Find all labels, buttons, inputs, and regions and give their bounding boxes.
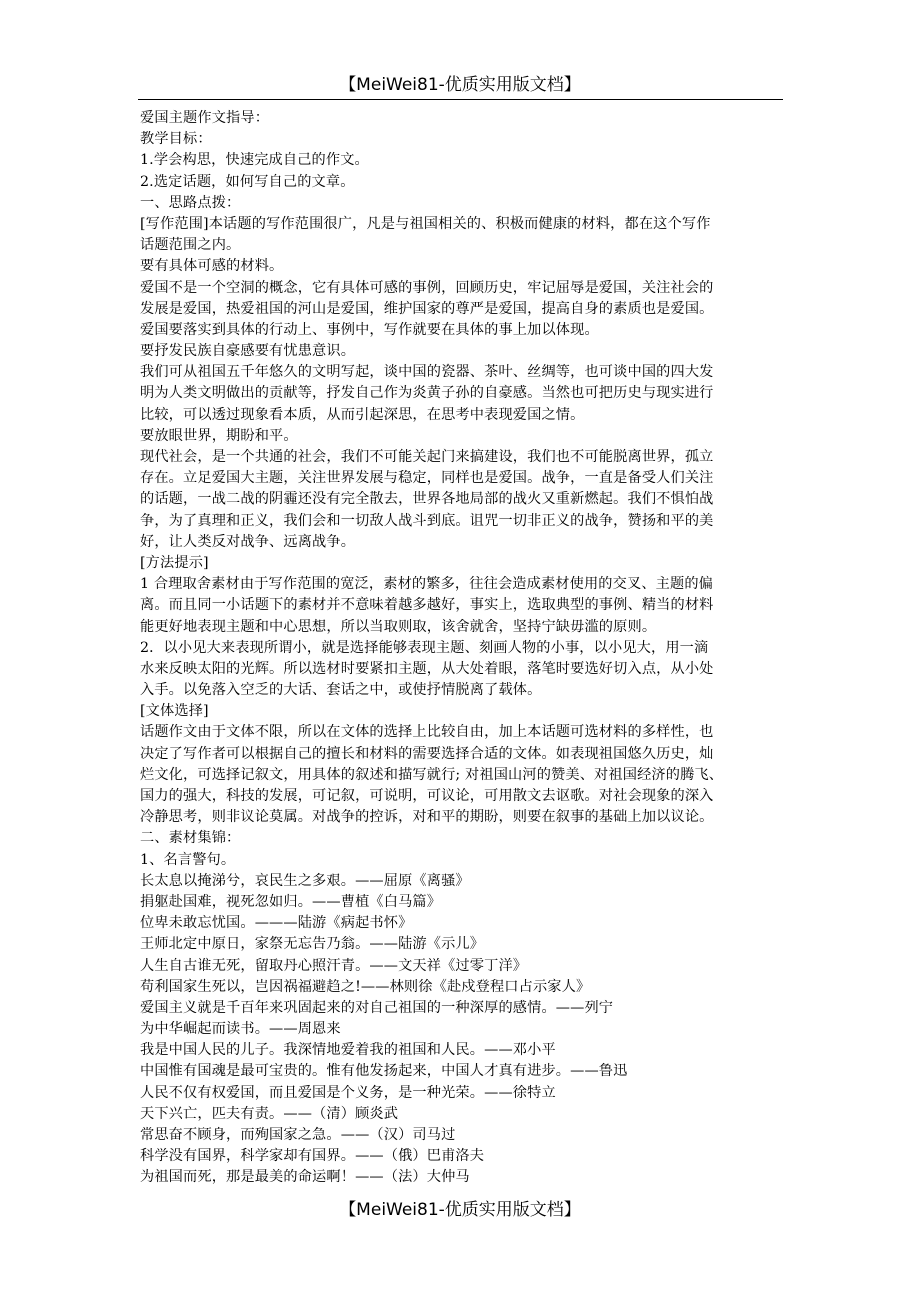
quote-line: 爱国主义就是千百年来巩固起来的对自己祖国的一种深厚的感情。——列宁 <box>140 999 614 1016</box>
page-footer-title: 【MeiWei81-优质实用版文档】 <box>339 1200 581 1220</box>
text-line: 水来反映太阳的光辉。所以选材时要紧扣主题，从大处着眼，落笔时要选好切入点，从小处 <box>140 660 714 677</box>
text-line: 发展是爱国，热爱祖国的河山是爱国，维护国家的尊严是爱国，提高自身的素质也是爱国。 <box>140 300 714 317</box>
text-line: 爱国不是一个空洞的概念，它有具体可感的事例，回顾历史，牢记屈辱是爱国，关注社会的 <box>140 279 714 296</box>
text-line: 1 合理取舍素材由于写作范围的宽泛，素材的繁多，往往会造成素材使用的交叉、主题的偏 <box>140 576 714 593</box>
text-line: 要放眼世界，期盼和平。 <box>140 427 298 444</box>
text-line: 国力的强大，科技的发展，可记叙，可说明，可议论，可用散文去讴歌。对社会现象的深入 <box>140 788 714 804</box>
text-line: 话题作文由于文体不限，所以在文体的选择上比较自由，加上本话题可选材料的多样性，也 <box>140 724 714 741</box>
text-line: 话题范围之内。 <box>140 237 241 254</box>
text-line: 入手。以免落入空乏的大话、套话之中，或使抒情脱离了载体。 <box>140 682 542 699</box>
quote-line: 科学没有国界，科学家却有国界。——（俄）巴甫洛夫 <box>140 1148 485 1165</box>
text-line: 好，让人类反对战争、远离战争。 <box>140 533 356 550</box>
text-line: 现代社会，是一个共通的社会，我们不可能关起门来搞建设，我们也不可能脱离世界，孤立 <box>140 449 714 465</box>
text-line: [文体选择] <box>140 703 209 720</box>
text-line: 我们可从祖国五千年悠久的文明写起，谈中国的瓷器、茶叶、丝绸等，也可谈中国的四大发 <box>140 364 714 381</box>
text-line: 要抒发民族自豪感要有忧患意识。 <box>140 343 356 360</box>
quote-line: 天下兴亡，匹夫有责。——（清）顾炎武 <box>140 1105 399 1122</box>
quote-line: 苟利国家生死以，岂因祸福避趋之!——林则徐《赴戍登程口占示家人》 <box>140 978 591 995</box>
text-line: 爱国主题作文指导： <box>140 110 270 126</box>
section-heading: 一、思路点拨： <box>140 194 241 211</box>
text-line: 1.学会构思，快速完成自己的作文。 <box>140 152 369 169</box>
text-line: 爱国要落实到具体的行动上、事例中，写作就要在具体的事上加以体现。 <box>140 321 599 338</box>
text-line: 存在。立足爱国大主题，关注世界发展与稳定，同样也是爱国。战争，一直是备受人们关注 <box>140 470 714 487</box>
quote-line: 人民不仅有权爱国，而且爱国是个义务，是一种光荣。——徐特立 <box>140 1084 556 1101</box>
quote-line: 王师北定中原日，家祭无忘告乃翁。——陆游《示儿》 <box>140 936 485 953</box>
text-line: 2．以小见大来表现所谓小，就是选择能够表现主题、刻画人物的小事，以小见大，用一滴 <box>140 639 709 656</box>
text-line: 要有具体可感的材料。 <box>140 258 284 275</box>
text-line: 决定了写作者可以根据自己的擅长和材料的需要选择合适的文体。如表现祖国悠久历史，灿 <box>140 745 714 762</box>
quote-line: 常思奋不顾身，而殉国家之急。——（汉）司马过 <box>140 1127 456 1143</box>
quote-line: 我是中国人民的儿子。我深情地爱着我的祖国和人民。——邓小平 <box>140 1042 556 1059</box>
quote-line: 为中华崛起而读书。——周恩来 <box>140 1021 341 1038</box>
text-line: 离。而且同一小话题下的素材并不意味着越多越好，事实上，选取典型的事例、精当的材料 <box>140 597 714 614</box>
text-line: 的话题，一战二战的阴霾还没有完全散去，世界各地局部的战火又重新燃起。我们不惧怕战 <box>140 491 714 508</box>
quote-line: 捐躯赴国难，视死忽如归。——曹植《白马篇》 <box>140 893 442 910</box>
text-line: 1、名言警句。 <box>140 851 236 868</box>
quote-line: 中国惟有国魂是最可宝贵的。惟有他发扬起来，中国人才真有进步。——鲁迅 <box>140 1063 628 1080</box>
quote-line: 位卑未敢忘忧国。———陆游《病起书怀》 <box>140 915 413 932</box>
text-line: 冷静思考，则非议论莫属。对战争的控诉，对和平的期盼，则要在叙事的基础上加以议论。 <box>140 809 714 826</box>
text-line: [方法提示] <box>140 554 209 571</box>
text-line: 明为人类文明做出的贡献等，抒发自己作为炎黄子孙的自豪感。当然也可把历史与现实进行 <box>140 385 714 402</box>
quote-line: 为祖国而死，那是最美的命运啊！——（法）大仲马 <box>140 1169 470 1186</box>
text-line: 能更好地表现主题和中心思想，所以当取则取，该舍就舍，坚持宁缺毋滥的原则。 <box>140 618 657 635</box>
header-divider <box>138 99 783 100</box>
text-line: 比较，可以透过现象看本质，从而引起深思，在思考中表现爱国之情。 <box>140 406 585 423</box>
text-line: 烂文化，可选择记叙文，用具体的叙述和描写就行; 对祖国山河的赞美、对祖国经济的腾飞、 <box>140 766 724 783</box>
quote-line: 人生自古谁无死，留取丹心照汗青。——文天祥《过零丁洋》 <box>140 957 528 974</box>
text-line: 争，为了真理和正义，我们会和一切敌人战斗到底。诅咒一切非正义的战争，赞扬和平的美 <box>140 512 714 529</box>
text-line: 2.选定话题，如何写自己的文章。 <box>140 173 355 190</box>
document-body <box>140 108 782 1189</box>
section-heading: 二、素材集锦： <box>140 830 241 847</box>
text-line: 教学目标： <box>140 131 212 148</box>
page-header-title: 【MeiWei81-优质实用版文档】 <box>339 75 581 95</box>
quote-line: 长太息以掩涕兮，哀民生之多艰。——屈原《离骚》 <box>140 872 470 889</box>
text-line: [写作范围]本话题的写作范围很广，凡是与祖国相关的、积极而健康的材料，都在这个写作 <box>140 215 711 232</box>
